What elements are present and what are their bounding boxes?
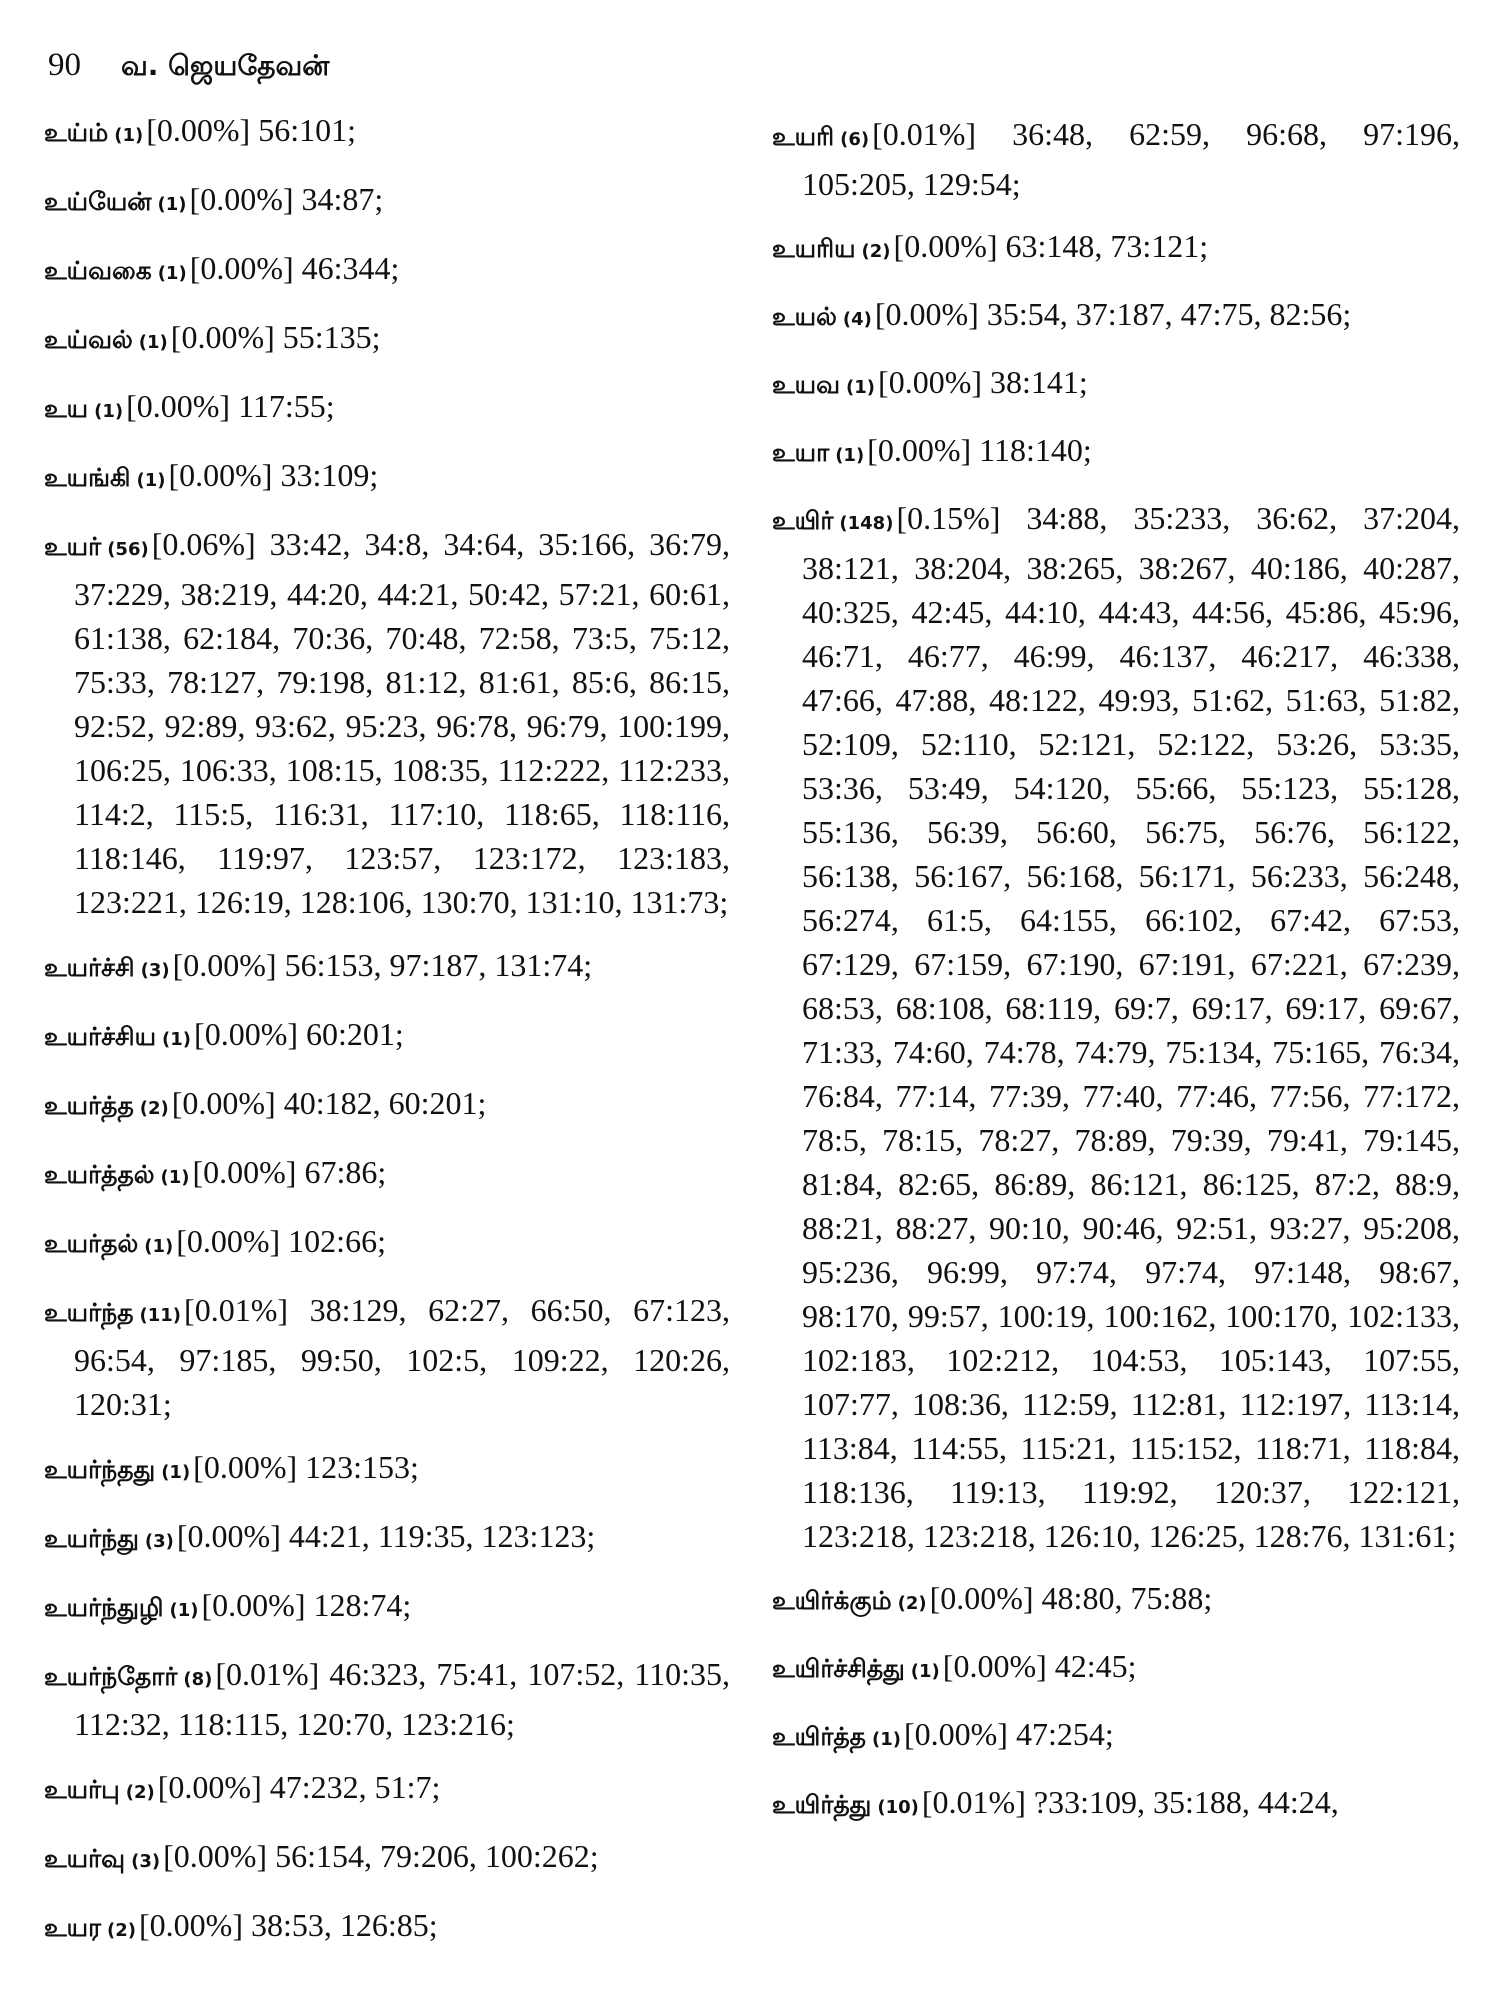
headword: உயிர்த்த	[772, 1722, 866, 1751]
headword: உய்ம்	[44, 118, 109, 147]
page-number: 90	[48, 47, 81, 83]
headword: உயரிய	[772, 234, 856, 263]
frequency-percent: [0.00%]	[139, 1907, 243, 1943]
index-entry	[44, 522, 730, 924]
occurrence-count: (1)	[169, 1600, 199, 1621]
headword: உயர்வு	[44, 1844, 126, 1873]
index-entry	[44, 1012, 730, 1062]
headword: உயிர்க்கும்	[772, 1586, 892, 1615]
index-entry	[44, 246, 730, 296]
occurrence-count: (56)	[107, 539, 149, 560]
occurrence-count: (1)	[94, 401, 124, 422]
index-entry	[772, 1780, 1460, 1830]
index-entry	[44, 453, 730, 503]
index-entry	[772, 1644, 1460, 1694]
frequency-percent: [0.01%]	[872, 116, 977, 152]
occurrence-count: (6)	[840, 129, 870, 150]
index-entry	[44, 1081, 730, 1131]
index-entry	[44, 1903, 730, 1953]
frequency-percent: [0.00%]	[903, 1716, 1008, 1752]
occurrence-count: (1)	[871, 1729, 901, 1750]
headword: உயிர்ச்சித்து	[772, 1654, 905, 1683]
occurrence-count: (1)	[157, 194, 187, 215]
occurrence-count: (1)	[138, 332, 168, 353]
frequency-percent: [0.00%]	[878, 364, 982, 400]
index-entry	[44, 1219, 730, 1269]
headword: உய்வல்	[44, 325, 133, 354]
reference-list: 56:101;	[258, 112, 356, 148]
index-entry	[772, 496, 1460, 1558]
index-entry	[44, 1834, 730, 1884]
index-entry	[772, 292, 1460, 342]
reference-list: 128:74;	[313, 1587, 412, 1623]
headword: உயர்ந்த	[44, 1298, 134, 1327]
reference-list: ?33:109, 35:188, 44:24,	[1033, 1784, 1339, 1820]
occurrence-count: (11)	[139, 1305, 182, 1326]
headword: உய்யேன்	[44, 187, 152, 216]
reference-list: 38:53, 126:85;	[250, 1907, 438, 1943]
headword: உயரி	[772, 122, 835, 151]
frequency-percent: [0.00%]	[893, 228, 998, 264]
index-entry	[44, 1514, 730, 1564]
headword: உயல்	[772, 302, 837, 331]
occurrence-count: (1)	[157, 263, 187, 284]
occurrence-count: (1)	[160, 1167, 190, 1188]
frequency-percent: [0.15%]	[896, 500, 1001, 536]
reference-list: 36:48, 62:59, 96:68, 97:196, 105:205, 129:54;	[802, 116, 1460, 202]
reference-list: 42:45;	[1054, 1648, 1137, 1684]
occurrence-count: (1)	[136, 470, 166, 491]
reference-list: 33:109;	[280, 457, 379, 493]
frequency-percent: [0.00%]	[929, 1580, 1034, 1616]
headword: உயர்	[44, 532, 102, 561]
frequency-percent: [0.00%]	[874, 296, 979, 332]
occurrence-count: (8)	[183, 1669, 213, 1690]
reference-list: 48:80, 75:88;	[1041, 1580, 1213, 1616]
headword: உயங்கி	[44, 463, 131, 492]
frequency-percent: [0.06%]	[151, 526, 256, 562]
occurrence-count: (1)	[144, 1236, 174, 1257]
occurrence-count: (1)	[161, 1462, 191, 1483]
reference-list: 40:182, 60:201;	[283, 1085, 487, 1121]
frequency-percent: [0.00%]	[170, 319, 275, 355]
frequency-percent: [0.00%]	[189, 181, 294, 217]
page-header	[48, 40, 329, 90]
occurrence-count: (2)	[107, 1920, 137, 1941]
occurrence-count: (2)	[139, 1098, 169, 1119]
index-entry	[44, 384, 730, 434]
occurrence-count: (1)	[114, 125, 144, 146]
frequency-percent: [0.00%]	[942, 1648, 1047, 1684]
reference-list: 102:66;	[288, 1223, 386, 1259]
index-entry	[44, 1150, 730, 1200]
headword: உயர்ச்சி	[44, 953, 135, 982]
frequency-percent: [0.01%]	[921, 1784, 1026, 1820]
reference-list: 117:55;	[238, 388, 335, 424]
reference-list: 38:129, 62:27, 66:50, 67:123, 96:54, 97:185, 99:50, 102:5, 109:22, 120:26, 120:31;	[74, 1292, 730, 1422]
frequency-percent: [0.00%]	[867, 432, 972, 468]
index-entry	[44, 108, 730, 158]
index-entry	[772, 224, 1460, 274]
reference-list: 56:153, 97:187, 131:74;	[284, 947, 593, 983]
reference-list: 63:148, 73:121;	[1005, 228, 1209, 264]
headword: உயர்ந்தது	[44, 1455, 156, 1484]
headword: உயிர்	[772, 506, 834, 535]
frequency-percent: [0.00%]	[168, 457, 273, 493]
index-entry	[44, 1583, 730, 1633]
frequency-percent: [0.00%]	[176, 1223, 281, 1259]
headword: உயர்தல்	[44, 1229, 139, 1258]
frequency-percent: [0.01%]	[184, 1292, 288, 1328]
frequency-percent: [0.00%]	[176, 1518, 281, 1554]
headword: உயர	[44, 1913, 102, 1942]
reference-list: 34:88, 35:233, 36:62, 37:204, 38:121, 38:204, 38:265, 38:267, 40:186, 40:287, 40:325, 42:45, 44:10, 44:43, 44:56, 45:86, 45:96, 46:71, 46:77, 46:99, 46:137, 46:217, 46:338, 47:66, 47:88, 48:122, 49:93, 51:62, 51:63, 51:82, 52:109, 52:110, 52:121, 52:122, 53:26, 53:35, 53:36, 53:49, 54:120, 55:66, 55:123, 55:128, 55:136, 56:39, 56:60, 56:75, 56:76, 56:122, 56:138, 56:167, 56:168, 56:171, 56:233, 56:248, 56:274, 61:5, 64:155, 66:102, 67:42, 67:53, 67:129, 67:159, 67:190, 67:191, 67:221, 67:239, 68:53, 68:108, 68:119, 69:7, 69:17, 69:17, 69:67, 71:33, 74:60, 74:78, 74:79, 75:134, 75:165, 76:34, 76:84, 77:14, 77:39, 77:40, 77:46, 77:56, 77:172, 78:5, 78:15, 78:27, 78:89, 79:39, 79:41, 79:145, 81:84, 82:65, 86:89, 86:121, 86:125, 87:2, 88:9, 88:21, 88:27, 90:10, 90:46, 92:51, 93:27, 95:208, 95:236, 96:99, 97:74, 97:74, 97:148, 98:67, 98:170, 99:57, 100:19, 100:162, 100:170, 102:133, 102:183, 102:212, 104:53, 105:143, 107:55, 107:77, 108:36, 112:59, 112:81, 112:197, 113:14, 113:84, 114:55, 115:21, 115:152, 118:71, 118:84, 118:136, 119:13, 119:92, 120:37, 122:121, 123:218, 123:218, 126:10, 126:25, 128:76, 131:61;	[802, 500, 1461, 1554]
frequency-percent: [0.00%]	[192, 1154, 297, 1190]
index-entry	[44, 1288, 730, 1426]
left-column	[44, 108, 730, 1972]
headword: உயர்ந்துழி	[44, 1593, 164, 1622]
frequency-percent: [0.00%]	[201, 1587, 306, 1623]
index-entry	[772, 360, 1460, 410]
reference-list: 118:140;	[979, 432, 1092, 468]
index-entry	[44, 315, 730, 365]
occurrence-count: (3)	[131, 1851, 161, 1872]
frequency-percent: [0.00%]	[189, 250, 294, 286]
occurrence-count: (148)	[839, 513, 894, 534]
index-entry	[44, 177, 730, 227]
occurrence-count: (3)	[144, 1531, 174, 1552]
right-column	[772, 112, 1460, 1848]
reference-list: 38:141;	[990, 364, 1088, 400]
index-entry	[44, 1445, 730, 1495]
occurrence-count: (2)	[897, 1593, 927, 1614]
occurrence-count: (1)	[162, 1029, 192, 1050]
headword: உயா	[772, 438, 830, 467]
frequency-percent: [0.00%]	[157, 1769, 262, 1805]
running-head-author: வ. ஜெயதேவன்	[121, 49, 330, 82]
frequency-percent: [0.00%]	[172, 947, 277, 983]
headword: உயர்ந்தோர்	[44, 1662, 178, 1691]
reference-list: 60:201;	[306, 1016, 404, 1052]
reference-list: 67:86;	[304, 1154, 387, 1190]
occurrence-count: (1)	[835, 445, 865, 466]
frequency-percent: [0.00%]	[193, 1449, 298, 1485]
reference-list: 33:42, 34:8, 34:64, 35:166, 36:79, 37:229, 38:219, 44:20, 44:21, 50:42, 57:21, 60:61, 61:138, 62:184, 70:36, 70:48, 72:58, 73:5, 75:12, 75:33, 78:127, 79:198, 81:12, 81:61, 85:6, 86:15, 92:52, 92:89, 93:62, 95:23, 96:78, 96:79, 100:199, 106:25, 106:33, 108:15, 108:35, 112:222, 112:233, 114:2, 115:5, 116:31, 117:10, 118:65, 118:116, 118:146, 119:97, 123:57, 123:172, 123:183, 123:221, 126:19, 128:106, 130:70, 131:10, 131:73;	[74, 526, 731, 920]
frequency-percent: [0.00%]	[194, 1016, 298, 1052]
occurrence-count: (1)	[910, 1661, 940, 1682]
frequency-percent: [0.00%]	[163, 1838, 268, 1874]
index-entry	[772, 1576, 1460, 1626]
occurrence-count: (2)	[861, 241, 891, 262]
index-entry	[772, 428, 1460, 478]
occurrence-count: (2)	[125, 1782, 155, 1803]
reference-list: 46:323, 75:41, 107:52, 110:35, 112:32, 118:115, 120:70, 123:216;	[74, 1656, 731, 1742]
frequency-percent: [0.00%]	[146, 112, 251, 148]
headword: உயர்ந்து	[44, 1524, 139, 1553]
headword: உய	[44, 394, 89, 423]
index-entry	[44, 943, 730, 993]
reference-list: 56:154, 79:206, 100:262;	[275, 1838, 599, 1874]
headword: உயிர்த்து	[772, 1790, 872, 1819]
reference-list: 55:135;	[282, 319, 381, 355]
headword: உய்வகை	[44, 256, 152, 285]
occurrence-count: (10)	[877, 1797, 919, 1818]
index-entry	[44, 1652, 730, 1746]
reference-list: 46:344;	[301, 250, 400, 286]
reference-list: 47:232, 51:7;	[269, 1769, 441, 1805]
frequency-percent: [0.01%]	[215, 1656, 320, 1692]
index-entry	[772, 1712, 1460, 1762]
index-entry	[772, 112, 1460, 206]
headword: உயர்த்தல்	[44, 1160, 155, 1189]
reference-list: 123:153;	[305, 1449, 419, 1485]
occurrence-count: (4)	[842, 309, 872, 330]
reference-list: 35:54, 37:187, 47:75, 82:56;	[986, 296, 1352, 332]
reference-list: 47:254;	[1015, 1716, 1114, 1752]
occurrence-count: (1)	[846, 377, 876, 398]
frequency-percent: [0.00%]	[171, 1085, 276, 1121]
occurrence-count: (3)	[140, 960, 170, 981]
headword: உயர்த்த	[44, 1091, 134, 1120]
headword: உயர்ச்சிய	[44, 1022, 157, 1051]
reference-list: 34:87;	[301, 181, 384, 217]
headword: உயர்பு	[44, 1775, 120, 1804]
index-entry	[44, 1765, 730, 1815]
reference-list: 44:21, 119:35, 123:123;	[288, 1518, 596, 1554]
frequency-percent: [0.00%]	[126, 388, 231, 424]
headword: உயவ	[772, 370, 841, 399]
